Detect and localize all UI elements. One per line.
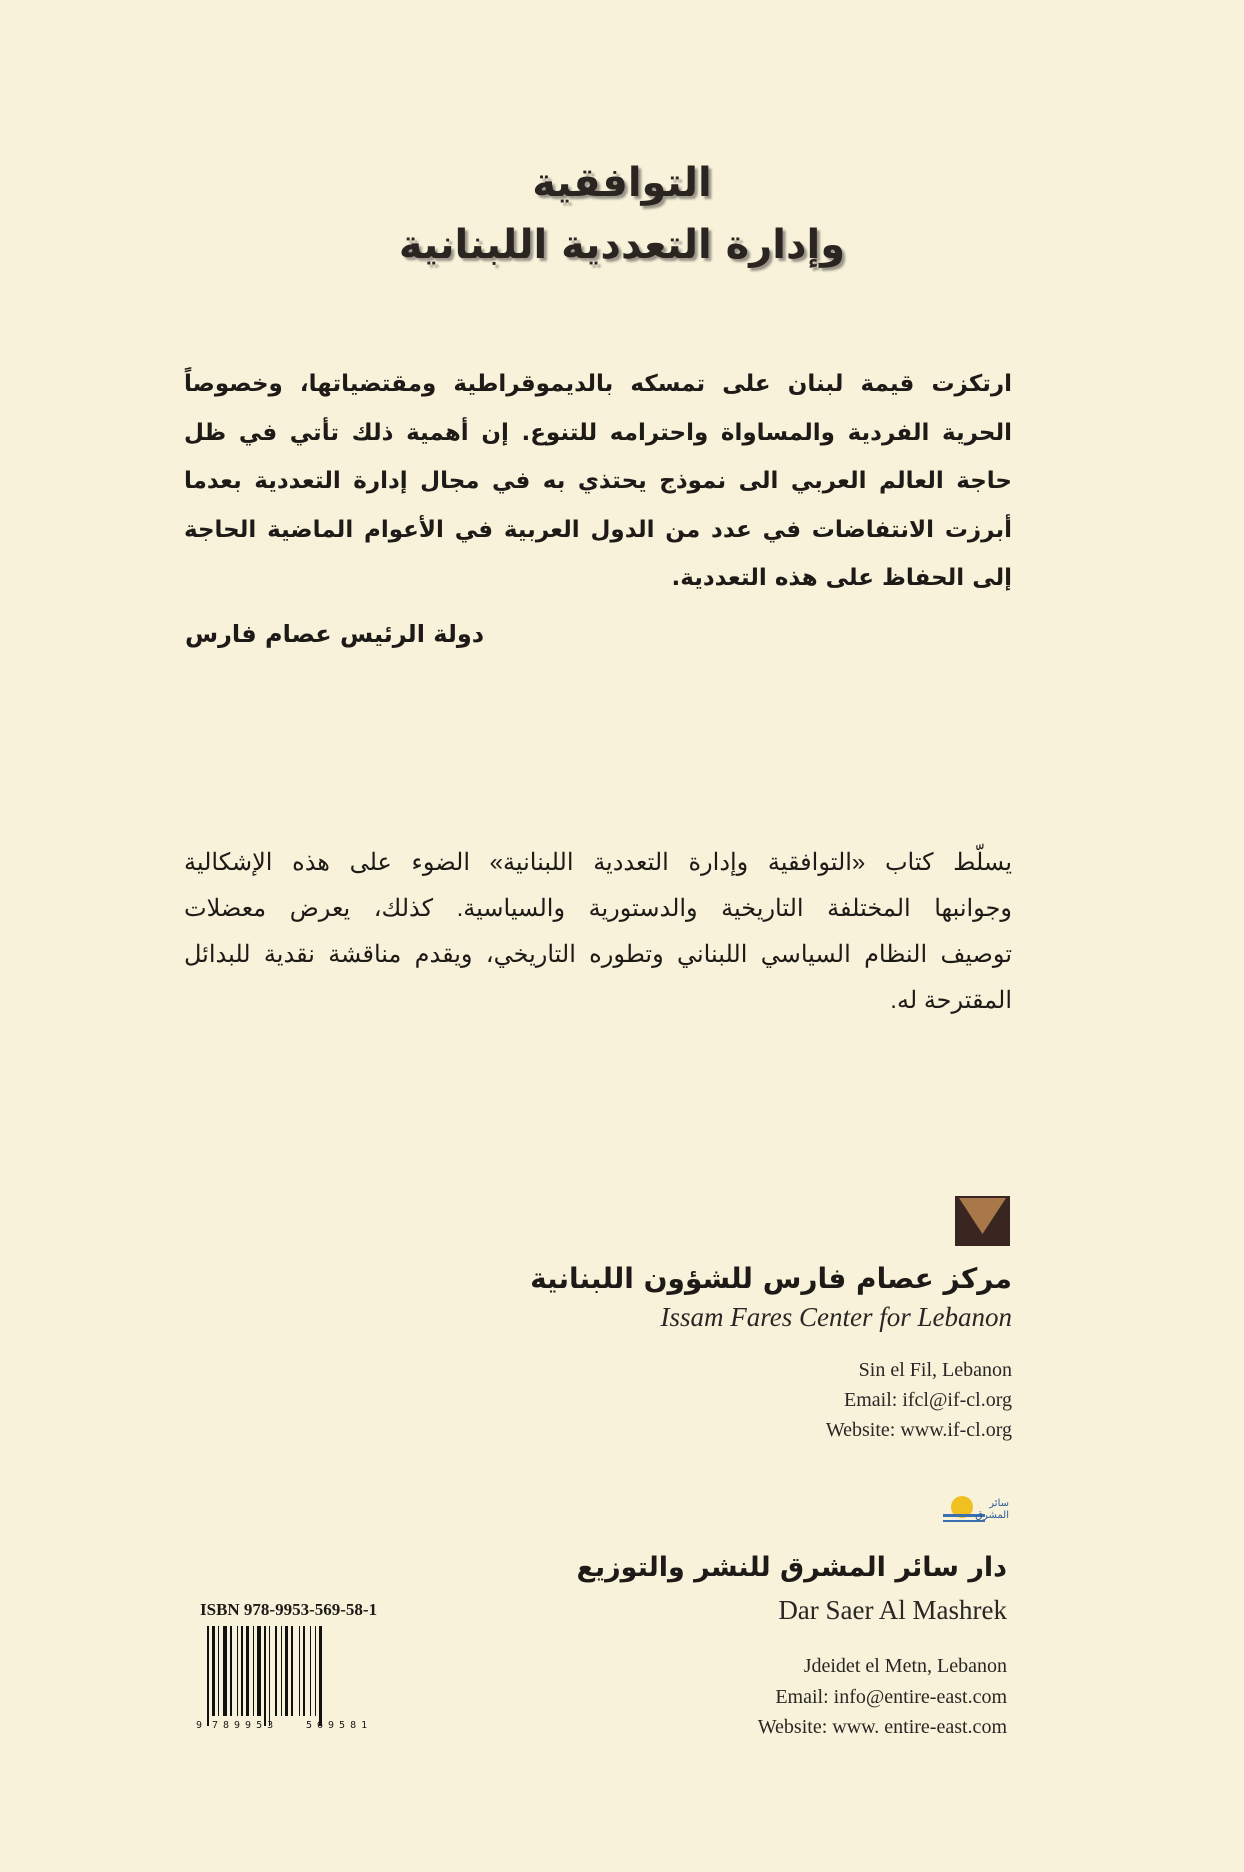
barcode-bar xyxy=(207,1626,209,1726)
publisher-name-arabic: دار سائر المشرق للنشر والتوزيع xyxy=(576,1552,1007,1583)
quote-line: حاجة العالم العربي الى نموذج يحتذي به في مجال إدارة التعددية بعدما xyxy=(184,468,1012,494)
barcode-digits-left: 789953 xyxy=(212,1720,279,1731)
barcode-bar xyxy=(299,1626,300,1716)
quote-line: الحرية الفردية والمساواة واحترامه للتنوع. إن أهمية ذلك تأتي في ظل xyxy=(184,419,1012,446)
quote-line: إلى الحفاظ على هذه التعددية. xyxy=(671,565,1012,591)
isbn-label: ISBN 978-9953-569-58-1 xyxy=(200,1600,378,1619)
publisher-website: Website: www. entire-east.com xyxy=(757,1716,1007,1738)
barcode-bar xyxy=(315,1626,316,1716)
description-paragraph xyxy=(184,840,1012,1024)
book-title-line2: وإدارة التعددية اللبنانية xyxy=(398,222,846,268)
quote-line: أبرزت الانتفاضات في عدد من الدول العربية في الأعوام الماضية الحاجة xyxy=(184,516,1012,543)
barcode-bar xyxy=(230,1626,232,1716)
description-line: يسلّط كتاب «التوافقية وإدارة التعددية اللبنانية» الضوء على هذه الإشكالية xyxy=(184,849,1012,876)
barcode-bar xyxy=(253,1626,254,1716)
description-line: المقترحة له. xyxy=(890,987,1012,1014)
barcode-bar xyxy=(269,1626,270,1726)
barcode-bar xyxy=(257,1626,261,1716)
description-line: وجوانبها المختلفة التاريخية والدستورية والسياسية. كذلك، يعرض معضلات xyxy=(184,895,1012,922)
barcode-bar xyxy=(246,1626,249,1716)
description-line: توصيف النظام السياسي اللبناني وتطوره التاريخي، ويقدم مناقشة نقدية للبدائل xyxy=(184,941,1012,968)
barcode-bar xyxy=(319,1626,322,1726)
publisher-address: Jdeidet el Metn, Lebanon xyxy=(803,1655,1007,1677)
barcode-bar xyxy=(285,1626,288,1716)
center-name-arabic: مركز عصام فارس للشؤون اللبنانية xyxy=(530,1262,1012,1295)
barcode-bar xyxy=(264,1626,266,1726)
barcode-bar xyxy=(310,1626,311,1716)
barcode-bar xyxy=(281,1626,282,1716)
center-logo-icon xyxy=(955,1196,1010,1246)
barcode-bar xyxy=(291,1626,293,1716)
publisher-name-english: Dar Saer Al Mashrek xyxy=(778,1595,1007,1625)
publisher-email: Email: info@entire-east.com xyxy=(775,1685,1007,1708)
center-name-english: Issam Fares Center for Lebanon xyxy=(660,1302,1012,1332)
publisher-logo-text: سائر المشرق xyxy=(975,1498,1009,1521)
center-website: Website: www.if-cl.org xyxy=(825,1419,1012,1441)
barcode-bar xyxy=(212,1626,215,1716)
barcode-bar xyxy=(275,1626,277,1716)
publisher-contact xyxy=(758,1651,1007,1743)
quote-line: ارتكزت قيمة لبنان على تمسكه بالديموقراطية ومقتضياتها، وخصوصاً xyxy=(184,371,1012,397)
barcode-bar xyxy=(223,1626,227,1716)
barcode xyxy=(207,1626,403,1726)
publisher-logo-icon xyxy=(943,1494,1009,1536)
quote-paragraph xyxy=(184,360,1012,603)
barcode-bar xyxy=(218,1626,219,1716)
barcode-bar xyxy=(241,1626,243,1716)
center-contact xyxy=(826,1355,1012,1445)
center-email: Email: ifcl@if-cl.org xyxy=(844,1389,1012,1411)
barcode-bar xyxy=(303,1626,305,1716)
barcode-bar xyxy=(237,1626,238,1716)
barcode-digits-right: 569581 xyxy=(306,1720,373,1731)
book-title-line1: التوافقية xyxy=(532,160,712,206)
barcode-digit-first: 9 xyxy=(196,1720,203,1731)
center-address: Sin el Fil, Lebanon xyxy=(858,1359,1012,1381)
quote-author: دولة الرئيس عصام فارس xyxy=(185,620,485,648)
